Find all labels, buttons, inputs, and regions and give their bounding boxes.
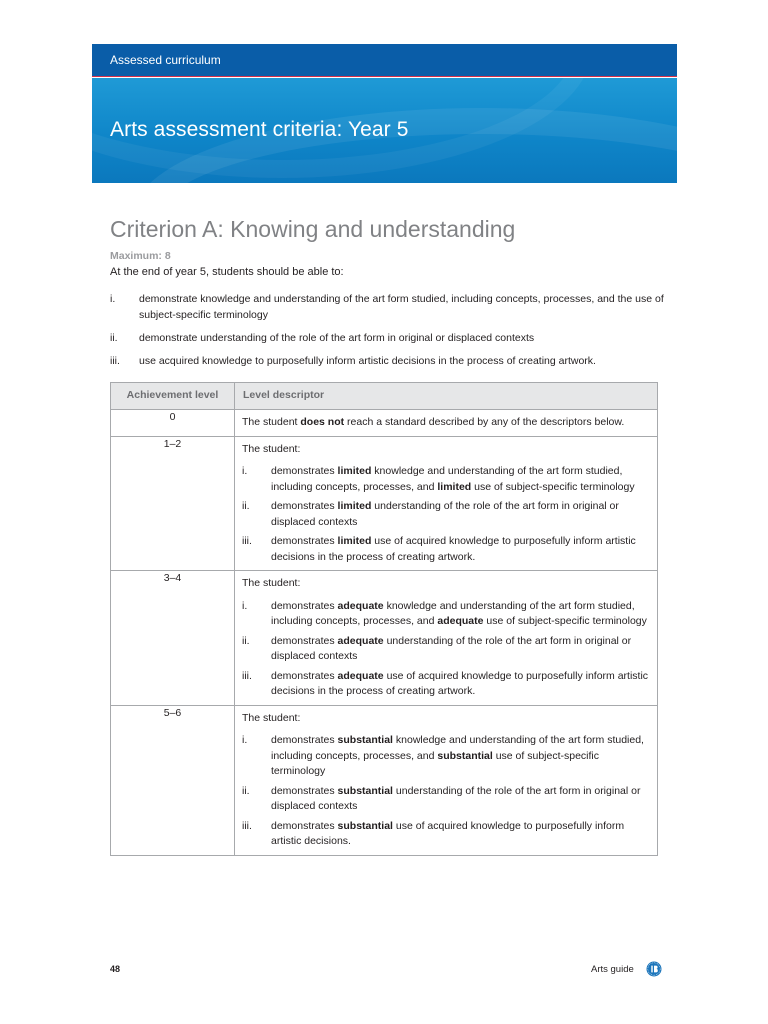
descriptor-item [242, 634, 649, 665]
descriptor-text: demonstrates [271, 734, 338, 746]
descriptor-emphasis: limited [337, 465, 372, 477]
objective-number: ii. [110, 331, 118, 344]
descriptor-emphasis: limited [337, 500, 372, 512]
descriptor-lead: The student: [242, 711, 301, 724]
objective-text: use acquired knowledge to purposefully inform artistic decisions in the process of creating artwork. [139, 354, 596, 367]
descriptor-number: iii. [242, 819, 252, 832]
descriptor-number: iii. [242, 535, 252, 547]
level-cell: 5–6 [111, 705, 235, 855]
descriptor-text: demonstrates [271, 634, 338, 647]
objective-number: i. [110, 293, 116, 305]
descriptor-number: i. [242, 734, 248, 746]
descriptor-text: demonstrates [271, 465, 338, 477]
level-cell: 3–4 [111, 571, 235, 706]
descriptor-cell [235, 410, 658, 437]
descriptor-text: use of acquired knowledge to purposefully inform artistic decisions in the process of creating artwork. [271, 669, 649, 697]
criterion-maximum: Maximum: 8 [110, 250, 171, 262]
objectives-list [110, 292, 670, 377]
descriptor-text: understanding of the role of the art form in original or displaced contexts [271, 634, 632, 662]
descriptor-emphasis: limited [337, 535, 372, 547]
descriptor-emphasis: does not [300, 416, 345, 428]
descriptor-item [242, 819, 649, 850]
descriptor-text: use of subject-specific terminology [471, 480, 635, 493]
descriptor-text: demonstrates [271, 784, 338, 797]
descriptor-cell [235, 705, 658, 855]
objective-item [110, 292, 670, 323]
descriptor-item [242, 733, 649, 780]
descriptor-number: i. [242, 465, 248, 477]
descriptor-text: demonstrates [271, 669, 338, 682]
descriptor-text: use of acquired knowledge to purposefully inform artistic decisions. [271, 819, 625, 847]
table-row [111, 705, 658, 855]
descriptor-emphasis: adequate [337, 634, 384, 647]
descriptor-text: understanding of the role of the art form in original or displaced contexts [271, 784, 641, 812]
descriptor-text: use of subject-specific terminology [483, 615, 647, 627]
descriptor-item [242, 784, 649, 815]
descriptor-number: iii. [242, 669, 252, 682]
title-banner [92, 78, 677, 183]
descriptor-text: demonstrates [271, 500, 338, 512]
descriptor-emphasis: adequate [337, 669, 384, 682]
page-title: Arts assessment criteria: Year 5 [110, 118, 409, 141]
objective-item [110, 331, 670, 347]
section-label: Assessed curriculum [110, 53, 221, 67]
descriptor-emphasis: substantial [437, 749, 493, 762]
criterion-intro: At the end of year 5, students should be able to: [110, 266, 344, 278]
descriptor-item [242, 499, 649, 530]
objective-text: demonstrate understanding of the role of the art form in original or displaced contexts [139, 331, 535, 344]
descriptor-text: demonstrates [271, 599, 338, 612]
table-row [111, 410, 658, 437]
level-cell: 0 [111, 410, 235, 437]
descriptor-emphasis: substantial [337, 734, 393, 746]
descriptor-item [242, 464, 649, 495]
table-row [111, 436, 658, 571]
descriptor-text: The student [242, 416, 301, 428]
descriptor-lead: The student: [242, 442, 301, 455]
descriptor-text: knowledge and understanding of the art form studied, including concepts, processes, and [271, 465, 623, 493]
descriptor-emphasis: adequate [337, 599, 384, 612]
descriptor-text: reach a standard described by any of the descriptors below. [344, 416, 625, 428]
rubric-table [110, 382, 658, 856]
objective-item [110, 354, 670, 370]
descriptor-text: demonstrates [271, 535, 338, 547]
descriptor-text: knowledge and understanding of the art form studied, including concepts, processes, and [271, 734, 644, 762]
descriptor-text: knowledge and understanding of the art form studied, including concepts, processes, and [271, 599, 635, 627]
criterion-heading: Criterion A: Knowing and understanding [110, 216, 516, 242]
page-number: 48 [110, 964, 121, 974]
descriptor-item [242, 599, 649, 630]
header-achievement-level: Achievement level [111, 383, 235, 410]
header-level-descriptor: Level descriptor [235, 383, 658, 410]
descriptor-emphasis: limited [437, 480, 472, 493]
table-header-row [111, 383, 658, 410]
descriptor-text: understanding of the role of the art form in original or displaced contexts [271, 500, 619, 528]
descriptor-lead: The student: [242, 577, 301, 589]
descriptor-number: ii. [242, 634, 250, 647]
descriptor-text: use of acquired knowledge to purposefully inform artistic decisions in the process of creating artwork. [271, 535, 636, 563]
descriptor-cell [235, 436, 658, 571]
descriptor-emphasis: substantial [337, 784, 393, 797]
guide-name: Arts guide [591, 964, 634, 975]
descriptor-emphasis: substantial [337, 819, 393, 832]
descriptor-number: i. [242, 599, 248, 612]
descriptor-emphasis: adequate [437, 615, 484, 627]
section-banner [92, 44, 677, 77]
descriptor-number: ii. [242, 500, 250, 512]
ib-logo-icon [646, 961, 662, 977]
table-row [111, 571, 658, 706]
descriptor-text: demonstrates [271, 819, 338, 832]
descriptor-item [242, 534, 649, 565]
descriptor-number: ii. [242, 784, 250, 797]
level-cell: 1–2 [111, 436, 235, 571]
objective-text: demonstrate knowledge and understanding of the art form studied, including concepts, processes, and the use of subject-specific terminology [139, 293, 664, 321]
descriptor-cell [235, 571, 658, 706]
descriptor-text: use of subject-specific terminology [271, 749, 600, 777]
objective-number: iii. [110, 354, 120, 367]
descriptor-item [242, 669, 649, 700]
